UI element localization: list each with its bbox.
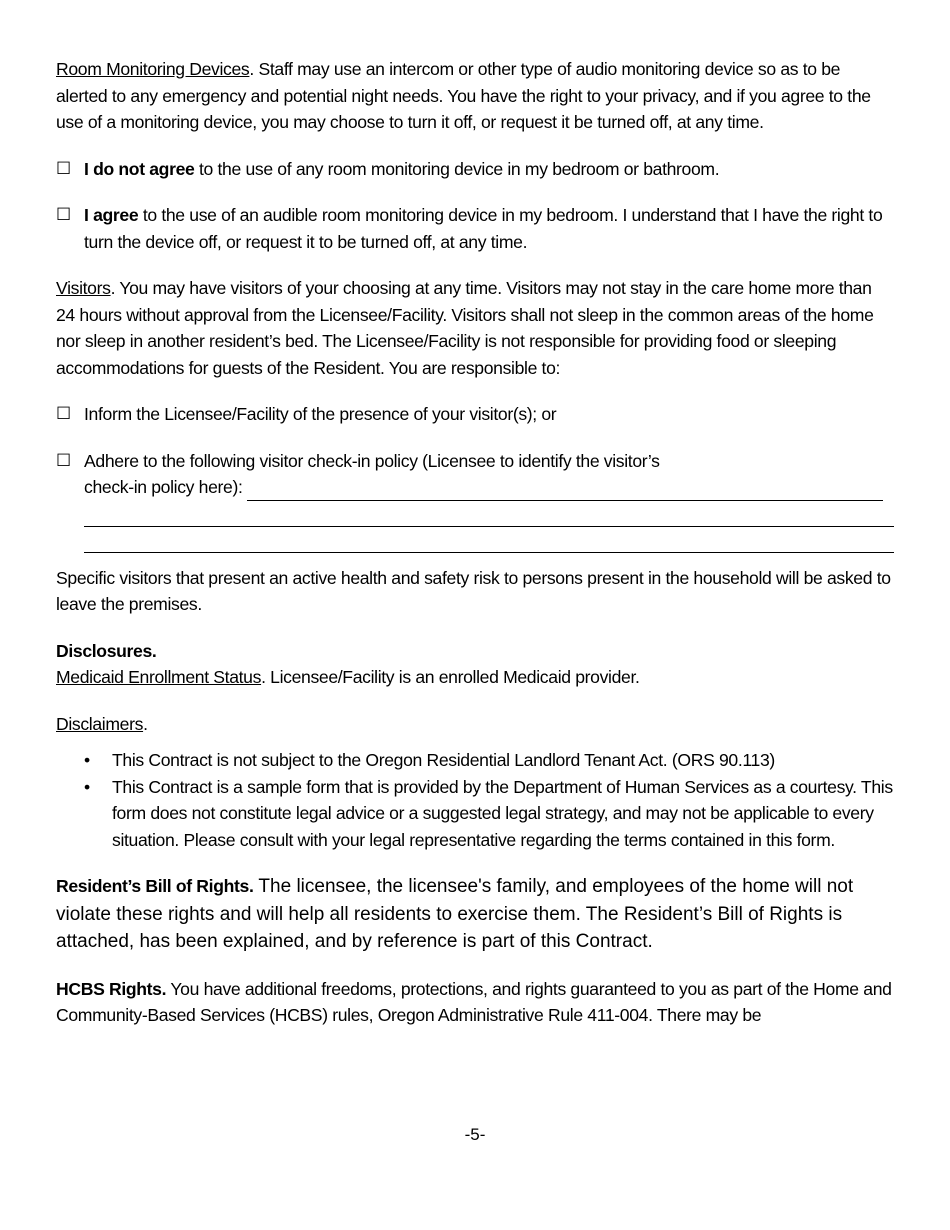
monitoring-title: Room Monitoring Devices	[56, 59, 250, 79]
disclaimers-title: Disclaimers	[56, 713, 144, 734]
visitors-option-checkin	[56, 448, 894, 553]
visitors-risk-paragraph: Specific visitors that present an active health and safety risk to persons present in the household will be asked to leave the premises.	[56, 567, 891, 614]
checkbox-icon[interactable]: ☐	[56, 404, 71, 424]
document-page	[56, 56, 894, 1029]
list-item	[56, 747, 894, 774]
checkin-policy-field-line2[interactable]	[84, 501, 894, 527]
bill-of-rights-text: The licensee, the licensee's family, and employees of the home will not violate these rights and will help all residents to exercise them. The Resident’s Bill of Rights is attached, has been explained, and by reference is part of this Contract.	[56, 876, 854, 952]
option-text: to the use of an audible room monitoring device in my bedroom. I understand that I have the right to turn the device off, or request it to be turned off, at any time.	[84, 205, 883, 252]
page-number: -5-	[464, 1125, 486, 1144]
monitoring-option-agree	[56, 202, 894, 255]
bullet-icon: •	[84, 750, 90, 770]
visitors-text: . You may have visitors of your choosing at any time. Visitors may not stay in the care home more than 24 hours without approval from the Licensee/Facility. Visitors shall not sleep in the common areas of the home nor sleep in another resident’s bed. The Licensee/Facility is not responsible for providing food or sleeping accommodations for guests of the Resident. You are responsible to:	[56, 278, 874, 378]
disclosures-heading: Disclosures.	[56, 640, 157, 661]
checkbox-icon[interactable]: ☐	[56, 205, 71, 225]
hcbs-text: You have additional freedoms, protections, and rights guaranteed to you as part of the Home and Community-Based Services (HCBS) rules, Oregon Administrative Rule 411-004. There may be	[56, 978, 892, 1025]
disclaimers-list	[56, 747, 894, 853]
checkin-policy-field-line1[interactable]	[247, 478, 883, 501]
checkbox-icon[interactable]: ☐	[56, 158, 71, 179]
option-text: to the use of any room monitoring device in my bedroom or bathroom.	[194, 158, 720, 179]
bill-of-rights-title: Resident’s Bill of Rights.	[56, 876, 254, 896]
list-item	[56, 774, 894, 854]
bullet-icon: •	[84, 776, 90, 797]
bill-of-rights-paragraph	[56, 873, 894, 956]
checkbox-icon[interactable]: ☐	[56, 450, 71, 471]
hcbs-title: HCBS Rights.	[56, 978, 167, 999]
visitors-paragraph	[56, 275, 894, 381]
option-text-line2: check-in policy here):	[84, 477, 243, 497]
hcbs-paragraph	[56, 976, 894, 1029]
list-item-text: This Contract is not subject to the Oregon Residential Landlord Tenant Act. (ORS 90.113)	[112, 750, 775, 770]
medicaid-title: Medicaid Enrollment Status	[56, 667, 262, 687]
medicaid-paragraph	[56, 664, 894, 691]
checkin-policy-field-line3[interactable]	[84, 527, 894, 553]
visitors-option-inform	[56, 401, 894, 428]
option-text-line1: Adhere to the following visitor check-in policy (Licensee to identify the visitor’s	[84, 450, 660, 471]
list-item-text: This Contract is a sample form that is provided by the Department of Human Services as a courtesy. This form does not constitute legal advice or a suggested legal strategy, and may not be applicable to every situation. Please consult with your legal representative regarding the terms contained in this form.	[112, 776, 893, 850]
monitoring-paragraph	[56, 56, 894, 136]
monitoring-text: . Staff may use an intercom or other type of audio monitoring device so as to be alerted to any emergency and potential night needs. You have the right to your privacy, and if you agree to the use of a monitoring device, you may choose to turn it off, or request it be turned off, at any time.	[56, 59, 871, 132]
option-bold: I agree	[84, 205, 139, 225]
visitors-title: Visitors	[56, 278, 111, 298]
option-bold: I do not agree	[84, 158, 195, 179]
medicaid-text: . Licensee/Facility is an enrolled Medicaid provider.	[261, 667, 640, 687]
option-text: Inform the Licensee/Facility of the presence of your visitor(s); or	[84, 404, 557, 424]
disclaimers-period: .	[143, 713, 148, 734]
disclaimers-heading	[56, 711, 894, 738]
monitoring-option-disagree	[56, 156, 894, 183]
